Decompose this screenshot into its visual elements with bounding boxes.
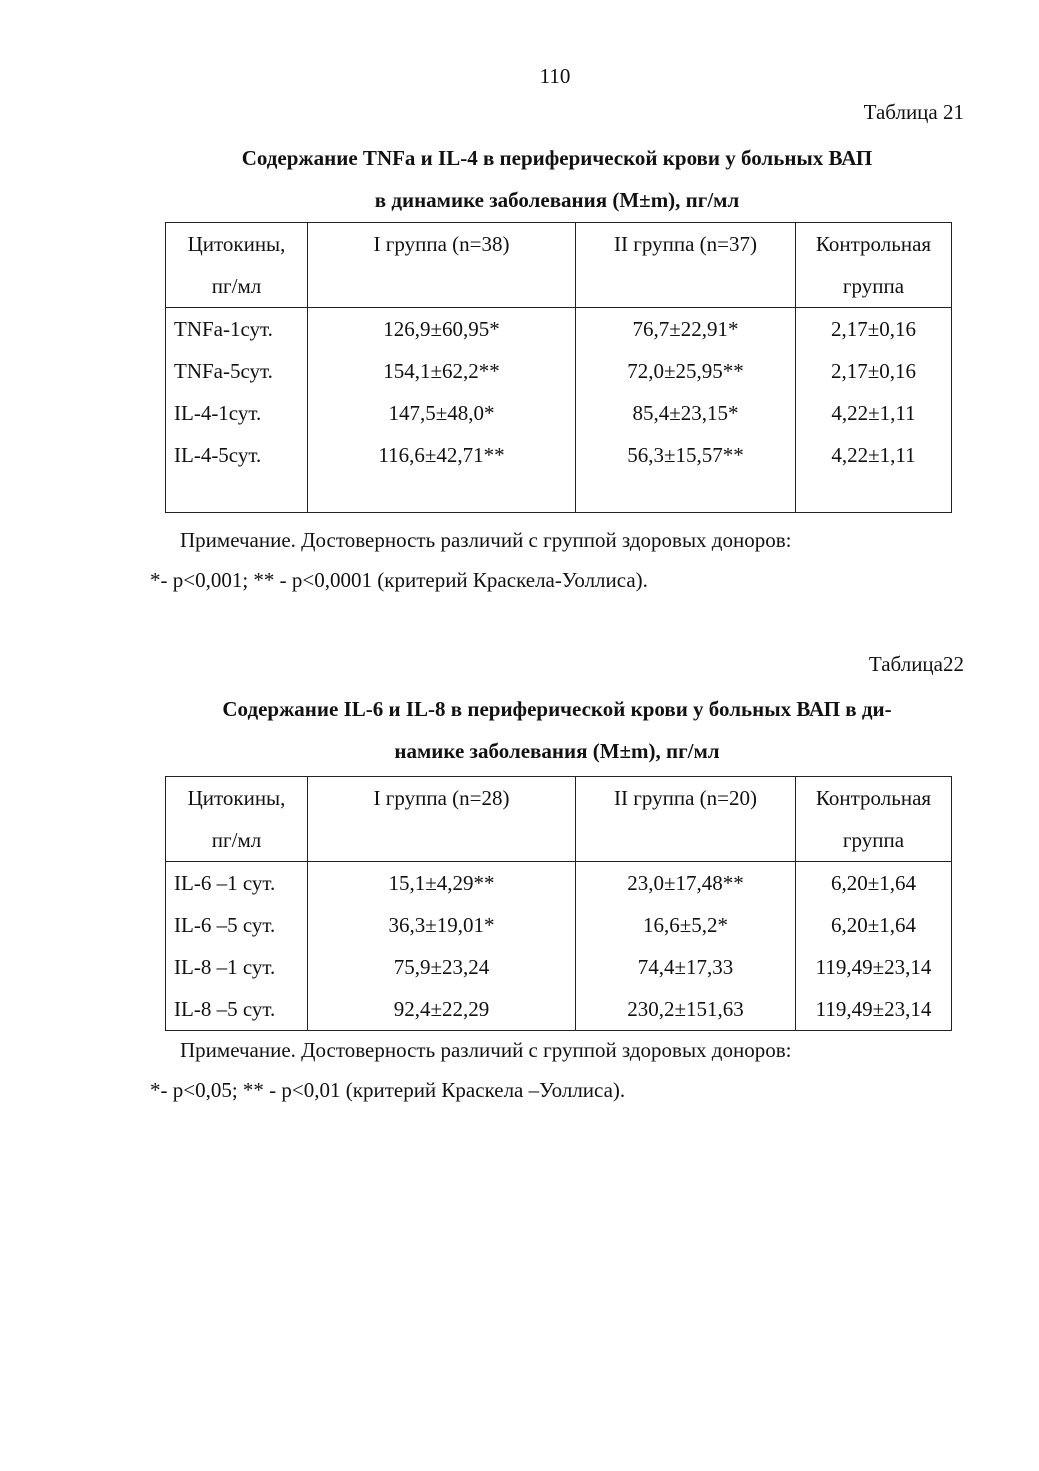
- table-22-caption: [100, 688, 1014, 772]
- table-22-header-control: Контрольная: [796, 777, 952, 820]
- table-cell: IL-8 –1 сут.: [166, 946, 308, 988]
- table-cell: 72,0±25,95**: [576, 350, 796, 392]
- table-cell: IL-4-5сут.: [166, 434, 308, 476]
- table-21-header-control: Контрольная: [796, 223, 952, 266]
- table-22-note-line-2: *- p<0,05; ** - p<0,01 (критерий Краскела –Уоллиса).: [150, 1078, 626, 1102]
- table-row: [166, 988, 952, 1031]
- table-cell: 4,22±1,11: [796, 392, 952, 434]
- table-21-caption-line-2: в динамике заболевания (M±m), пг/мл: [374, 188, 740, 212]
- table-cell: 15,1±4,29**: [308, 862, 576, 905]
- table-row: [166, 308, 952, 351]
- table-cell: 76,7±22,91*: [576, 308, 796, 351]
- table-row: [166, 862, 952, 905]
- table-21-header-cytokines: Цитокины,: [166, 223, 308, 266]
- table-row: [166, 434, 952, 476]
- table-cell: 2,17±0,16: [796, 308, 952, 351]
- table-21-header-control-2: группа: [796, 265, 952, 308]
- table-row: [166, 946, 952, 988]
- table-21-header-units: пг/мл: [166, 265, 308, 308]
- table-cell: 74,4±17,33: [576, 946, 796, 988]
- table-cell: 4,22±1,11: [796, 434, 952, 476]
- table-21-header-group-2: II группа (n=37): [576, 223, 796, 266]
- table-cell: IL-4-1сут.: [166, 392, 308, 434]
- table-cell: 92,4±22,29: [308, 988, 576, 1031]
- table-cell: 126,9±60,95*: [308, 308, 576, 351]
- table-22-header-cytokines: Цитокины,: [166, 777, 308, 820]
- table-cell: 116,6±42,71**: [308, 434, 576, 476]
- table-cell: 6,20±1,64: [796, 862, 952, 905]
- table-cell: 36,3±19,01*: [308, 904, 576, 946]
- table-22: [165, 776, 952, 1031]
- table-22-header-group-2: II группа (n=20): [576, 777, 796, 820]
- table-22-caption-line-2: намике заболевания (M±m), пг/мл: [394, 739, 720, 763]
- table-22-note-line-1: Примечание. Достоверность различий с группой здоровых доноров:: [180, 1038, 792, 1062]
- table-21-caption-line-1: Содержание TNFa и IL-4 в периферической крови у больных ВАП: [241, 146, 873, 170]
- table-cell: 147,5±48,0*: [308, 392, 576, 434]
- table-row: [166, 392, 952, 434]
- page-number: 110: [539, 64, 571, 88]
- table-cell: 85,4±23,15*: [576, 392, 796, 434]
- table-cell: 75,9±23,24: [308, 946, 576, 988]
- table-22-header-units: пг/мл: [166, 819, 308, 862]
- table-cell: 119,49±23,14: [796, 946, 952, 988]
- table-cell: TNFa-5сут.: [166, 350, 308, 392]
- table-row: [166, 904, 952, 946]
- table-22-header-control-2: группа: [796, 819, 952, 862]
- table-21-label: Таблица 21: [863, 100, 964, 124]
- table-row: [166, 350, 952, 392]
- table-cell: 2,17±0,16: [796, 350, 952, 392]
- table-cell: 16,6±5,2*: [576, 904, 796, 946]
- table-cell: IL-8 –5 сут.: [166, 988, 308, 1031]
- table-cell: IL-6 –5 сут.: [166, 904, 308, 946]
- table-cell: 230,2±151,63: [576, 988, 796, 1031]
- table-21: [165, 222, 952, 513]
- table-cell: 154,1±62,2**: [308, 350, 576, 392]
- table-21-header-group-1: I группа (n=38): [308, 223, 576, 266]
- table-cell: TNFa-1сут.: [166, 308, 308, 351]
- table-21-caption: [100, 137, 1014, 221]
- table-cell: 56,3±15,57**: [576, 434, 796, 476]
- table-21-note-line-2: *- p<0,001; ** - p<0,0001 (критерий Краскела-Уоллиса).: [150, 568, 648, 592]
- table-22-caption-line-1: Содержание IL-6 и IL-8 в периферической крови у больных ВАП в ди-: [222, 697, 892, 721]
- table-cell: 6,20±1,64: [796, 904, 952, 946]
- table-cell: 119,49±23,14: [796, 988, 952, 1031]
- table-21-note-line-1: Примечание. Достоверность различий с группой здоровых доноров:: [180, 528, 792, 552]
- table-22-header-group-1: I группа (n=28): [308, 777, 576, 820]
- table-22-note: [150, 1030, 791, 1110]
- table-cell: IL-6 –1 сут.: [166, 862, 308, 905]
- table-cell: 23,0±17,48**: [576, 862, 796, 905]
- table-22-label: Таблица22: [868, 652, 964, 676]
- table-21-note: [150, 520, 791, 600]
